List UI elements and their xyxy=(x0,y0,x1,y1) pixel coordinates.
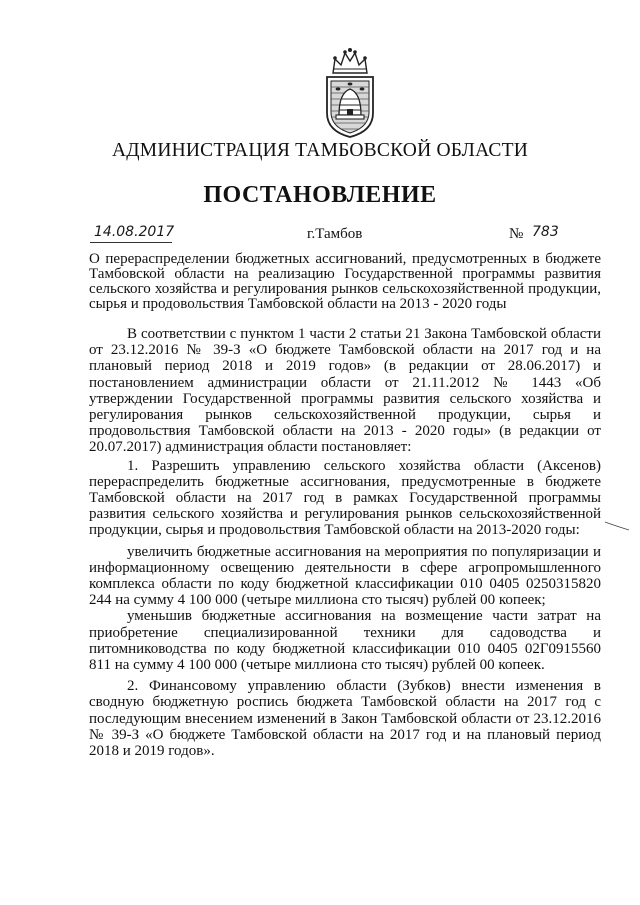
preamble-paragraph: В соответствии с пунктом 1 части 2 статьи 21 Закона Тамбовской области от 23.12.2016 № 39-З «О бюджете Тамбовской области на 2017 год и на плановый период 2018 и 2019 годов» (в редакции от 28.06.2017) и постановлением администрации области от 21.11.2012 № 1443 «Об утверждении Государственной программы развития сельского хозяйства и регулирования рынков сельскохозяйственной продукции, сырья и продовольствия Тамбовской области на 2013 - 2020 годы» (в редакции от 20.07.2017) администрация области постановляет: xyxy=(89,326,601,456)
document-type-heading: ПОСТАНОВЛЕНИЕ xyxy=(203,182,437,208)
clause-1-paragraph: 1. Разрешить управлению сельского хозяйства области (Аксенов) перераспределить бюджетные ассигнования, предусмотренные в бюджете Тамбовской области на 2017 год в рамках Государственной программы развития сельского хозяйства и регулирования рынков сельскохозяйственной продукции, сырья и продовольствия Тамбовской области на 2013-2020 годы: xyxy=(89,457,601,539)
document-title: О перераспределении бюджетных ассигнований, предусмотренных в бюджете Тамбовской области на реализацию Государственной программы развития сельского хозяйства и регулирования рынков сельскохозяйственной продукции, сырья и продовольствия Тамбовской области на 2013 - 2020 годы xyxy=(89,251,601,312)
handwritten-date: 14.08.2017 xyxy=(94,224,175,240)
handwritten-document-number: 783 xyxy=(532,224,559,240)
increase-allocation-paragraph: увеличить бюджетные ассигнования на мероприятия по популяризации и информационному освещению деятельности в сфере агропромышленного комплекса области по коду бюджетной классификации 010 0405 0250315820 244 на сумму 4 100 000 (четыре миллиона сто тысяч) рублей 00 копеек; xyxy=(89,543,601,609)
organization-name: АДМИНИСТРАЦИЯ ТАМБОВСКОЙ ОБЛАСТИ xyxy=(112,140,528,161)
margin-pen-mark xyxy=(604,520,630,532)
clause-2-paragraph: 2. Финансовому управлению области (Зубков) внести изменения в сводную бюджетную роспись бюджета Тамбовской области на 2017 год с последующим внесением изменений в Закон Тамбовской области от 23.12.2016 № 39-З «О бюджете Тамбовской области на 2017 год и на плановый период 2018 и 2019 годов». xyxy=(89,678,601,760)
city-name: г.Тамбов xyxy=(307,226,363,242)
decrease-allocation-paragraph: уменьшив бюджетные ассигнования на возмещение части затрат на приобретение специализированной техники для садоводства и питомниководства по коду бюджетной классификации 010 0405 02Г0915560 811 на сумму 4 100 000 (четыре миллиона сто тысяч) рублей 00 копеек. xyxy=(89,608,601,674)
document-body xyxy=(89,326,601,759)
coat-of-arms-emblem xyxy=(321,47,379,139)
date-underline xyxy=(90,242,172,243)
number-label: № xyxy=(509,226,524,242)
